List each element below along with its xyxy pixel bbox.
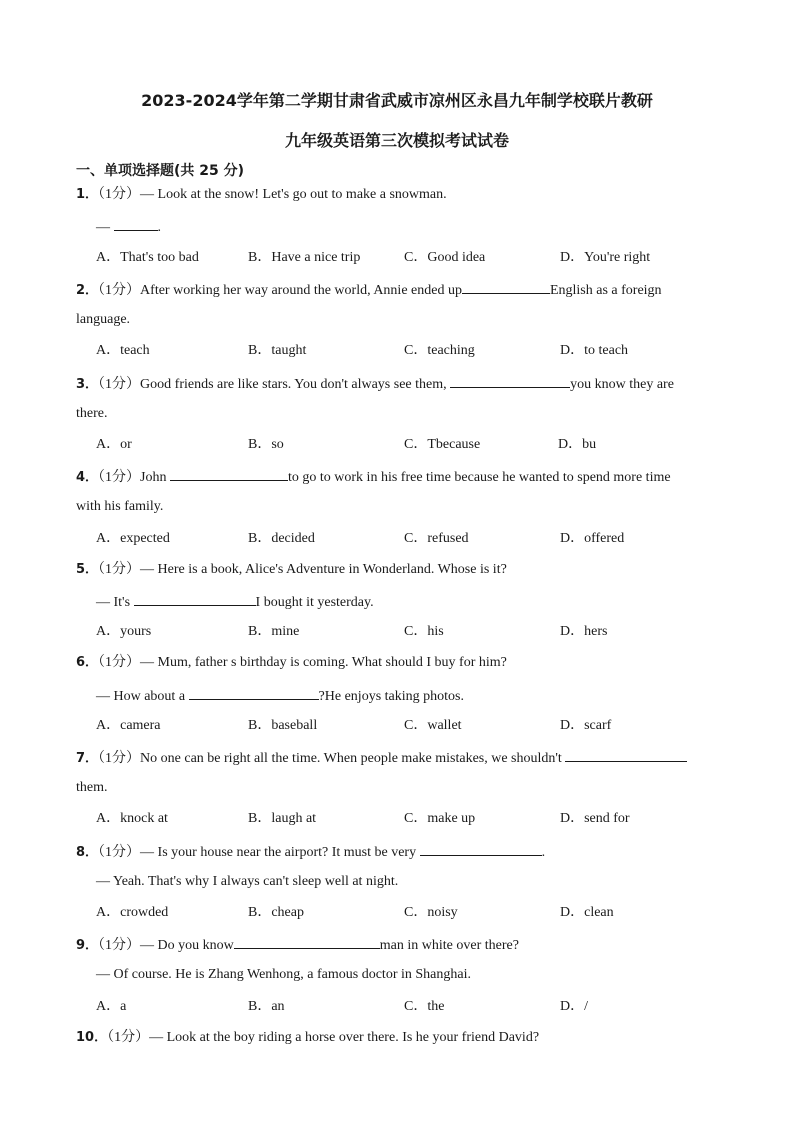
option-b[interactable]: B．baseball [248, 718, 318, 733]
answer-blank[interactable] [462, 280, 550, 294]
question-score: （1分） [98, 938, 141, 953]
answer-blank[interactable] [189, 686, 319, 700]
question-text-after: . [541, 845, 546, 860]
question-4-cont: with his family. [76, 499, 164, 514]
question-10 [76, 1029, 539, 1047]
question-number: 10． [76, 1030, 108, 1045]
question-text-after: to go to work in his free time because he wanted to spend more time [288, 470, 671, 485]
question-score: （1分） [98, 562, 141, 577]
question-text: — Look at the snow! Let's go out to make a snowman. [140, 187, 447, 202]
answer-blank[interactable] [114, 217, 158, 231]
question-score: （1分） [98, 655, 141, 670]
option-d[interactable]: D．to teach [560, 343, 629, 358]
option-b[interactable]: B．decided [248, 531, 315, 546]
option-a[interactable]: A．knock at [96, 811, 168, 826]
option-d[interactable]: D．bu [558, 437, 597, 452]
question-text: — Mum, father s birthday is coming. What should I buy for him? [140, 655, 507, 670]
option-d[interactable]: D．/ [560, 999, 588, 1014]
question-score: （1分） [98, 283, 141, 298]
question-text-after: English as a foreign [549, 283, 662, 298]
answer-blank[interactable] [565, 748, 687, 762]
option-c[interactable]: C．refused [404, 531, 469, 546]
question-3-cont: there. [76, 406, 108, 421]
question-2-cont: language. [76, 312, 131, 327]
question-text: No one can be right all the time. When people make mistakes, we shouldn't [140, 751, 562, 766]
option-c[interactable]: C．Tbecause [404, 437, 481, 452]
option-a[interactable]: A．teach [96, 343, 150, 358]
answer-blank[interactable] [170, 467, 288, 481]
option-a[interactable]: A．a [96, 999, 127, 1014]
question-text: Good friends are like stars. You don't always see them, [140, 377, 447, 392]
option-d[interactable]: D．send for [560, 811, 630, 826]
question-7 [76, 748, 687, 768]
question-score: （1分） [98, 751, 141, 766]
question-7-cont: them. [76, 780, 108, 795]
question-9 [76, 935, 519, 955]
question-score: （1分） [107, 1030, 150, 1045]
option-d[interactable]: D．scarf [560, 718, 612, 733]
option-c[interactable]: C．the [404, 999, 445, 1014]
section-heading: 一、单项选择题(共 25 分) [76, 163, 245, 179]
answer-blank[interactable] [450, 374, 570, 388]
option-b[interactable]: B．taught [248, 343, 307, 358]
question-text: — Here is a book, Alice's Adventure in Wonderland. Whose is it? [140, 562, 507, 577]
option-b[interactable]: B．cheap [248, 905, 304, 920]
option-a[interactable]: A．yours [96, 624, 152, 639]
question-number: 8． [76, 845, 99, 860]
question-number: 7． [76, 751, 99, 766]
question-5-reply [96, 592, 374, 612]
question-4 [76, 467, 671, 487]
option-c[interactable]: C．wallet [404, 718, 462, 733]
question-text: — Is your house near the airport? It must be very [140, 845, 417, 860]
question-6 [76, 654, 507, 672]
question-text-after: man in white over there? [379, 938, 519, 953]
option-b[interactable]: B．so [248, 437, 284, 452]
question-text: — Do you know [140, 938, 234, 953]
option-c[interactable]: C．teaching [404, 343, 475, 358]
question-number: 1． [76, 187, 99, 202]
question-score: （1分） [98, 187, 141, 202]
question-1-reply [96, 217, 161, 237]
reply-text-after: I bought it yesterday. [255, 595, 374, 610]
option-b[interactable]: B．laugh at [248, 811, 317, 826]
option-d[interactable]: D．offered [560, 531, 625, 546]
reply-end: . [157, 220, 161, 235]
question-number: 9． [76, 938, 99, 953]
option-a[interactable]: A．or [96, 437, 132, 452]
reply-dash: — [96, 220, 110, 235]
question-number: 2． [76, 283, 99, 298]
question-number: 6． [76, 655, 99, 670]
option-b[interactable]: B．mine [248, 624, 300, 639]
question-2 [76, 280, 662, 300]
answer-blank[interactable] [134, 592, 256, 606]
option-c[interactable]: C．Good idea [404, 250, 486, 265]
option-c[interactable]: C．noisy [404, 905, 458, 920]
exam-title-line1: 2023-2024学年第二学期甘肃省武威市凉州区永昌九年制学校联片教研 [141, 91, 653, 110]
question-number: 5． [76, 562, 99, 577]
reply-text: — It's [96, 595, 131, 610]
question-text: John [140, 470, 167, 485]
question-1 [76, 186, 447, 204]
question-number: 3． [76, 377, 99, 392]
answer-blank[interactable] [234, 935, 380, 949]
option-a[interactable]: A．camera [96, 718, 161, 733]
question-score: （1分） [98, 470, 141, 485]
option-c[interactable]: C．make up [404, 811, 476, 826]
option-a[interactable]: A．That's too bad [96, 250, 199, 265]
reply-text: — How about a [96, 689, 186, 704]
reply-text-after: ?He enjoys taking photos. [318, 689, 464, 704]
option-b[interactable]: B．Have a nice trip [248, 250, 361, 265]
option-c[interactable]: C．his [404, 624, 444, 639]
question-5 [76, 561, 507, 579]
option-d[interactable]: D．You're right [560, 250, 651, 265]
question-8-reply: — Yeah. That's why I always can't sleep well at night. [96, 874, 399, 889]
question-text-after: you know they are [570, 377, 674, 392]
exam-title-line2: 九年级英语第三次模拟考试试卷 [284, 131, 509, 150]
option-b[interactable]: B．an [248, 999, 285, 1014]
question-3 [76, 374, 674, 394]
question-number: 4． [76, 470, 99, 485]
answer-blank[interactable] [420, 842, 542, 856]
question-score: （1分） [98, 377, 141, 392]
option-a[interactable]: A．crowded [96, 905, 169, 920]
question-8 [76, 842, 545, 862]
option-d[interactable]: D．clean [560, 905, 614, 920]
question-score: （1分） [98, 845, 141, 860]
question-text: — Look at the boy riding a horse over there. Is he your friend David? [149, 1030, 540, 1045]
option-a[interactable]: A．expected [96, 531, 170, 546]
question-6-reply [96, 686, 464, 706]
option-d[interactable]: D．hers [560, 624, 608, 639]
question-text: After working her way around the world, Annie ended up [140, 283, 462, 298]
question-9-reply: — Of course. He is Zhang Wenhong, a famous doctor in Shanghai. [96, 967, 471, 982]
